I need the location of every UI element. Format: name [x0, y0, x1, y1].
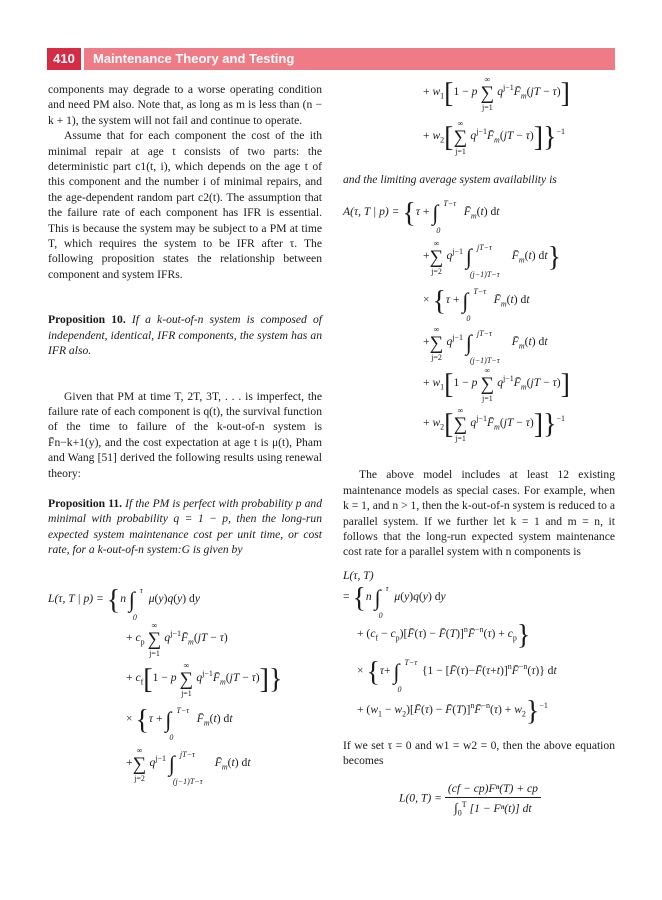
page-number: 410	[47, 48, 81, 70]
paragraph-4: The above model includes at least 12 existing maintenance models as special cases. For example, when k = 1, and n > 1, then the k-out-of-n system is reduced to a parallel system. If we further let k = 1 and m = n, it follows that the long-run expected system maintenance cost rate for a parallel system with n components is	[343, 468, 615, 559]
eq-L0-numerator: (cf − cp)Fⁿ(T) + cp	[445, 781, 541, 798]
right-column	[343, 76, 615, 825]
left-column	[48, 82, 322, 828]
equation-cost-rate: L(τ, T | p) = {n ∫ τ 0 μ(y)q(y) dy + $c_p$ ∞ ∑ j=1 $q^{j-1}F̄_m(jT - \tau)$ + $c_f[1 - p$ ∞ ∑ j=1 $q^{j-1}F̄_m(jT - \tau)$]} × {τ + ∫ T−τ 0 $F̄_m(t)$ dt + ∞ ∑ j=2 $q^{j-1}$ ∫ jT−τ (j−1)T−τ $F̄_m(t)$ dt	[48, 584, 283, 786]
proposition-10-label: Proposition 10.	[48, 313, 126, 327]
equation-parallel: L(τ, T) = {n ∫ τ 0 μ(y)q(y) dy + ($c_f$ − $c_p)[F̄(\tau)$ − F̄(T)]$^n$F̄$^{-n}$(τ) + $c_p$} × {τ+ ∫ T−τ 0 {1 − [F̄(τ)−F̄(τ+t)]$^n$F̄$^{-n}$(τ)} dt + ($w_1$ − $w_2)[F̄(\tau)$ − F̄(T)]$^n$F̄$^{-n}$(τ) + $w_2\}^{-1}$	[343, 568, 557, 727]
proposition-10	[48, 312, 322, 358]
equation-availability: A(τ, T | p) = {τ + ∫ T−τ 0 $F̄_m(t)$ dt + ∞ ∑ j=2 $q^{j-1}$ ∫ jT−τ (j−1)T−τ $F̄_m(t)$ dt} × {τ + ∫ T−τ 0 $F̄_m(t)$ dt + ∞ ∑ j=2 $q^{j-1}$ ∫ jT−τ (j−1)T−τ $F̄_m(t)$ dt + $w_1[1 - p$ ∞ ∑ j=1 $q^{j-1}F̄_m(jT - \tau)$] + $w_2$[ ∞ ∑ j=1 $q^{j-1}F̄_m(jT - \tau)]\}^{-1}$	[343, 198, 570, 444]
eq-A-lhs: A(τ, T | p) =	[343, 205, 400, 219]
paragraph-5: If we set τ = 0 and w1 = w2 = 0, then the above equation becomes	[343, 738, 615, 768]
eq-L-lhs: L(τ, T | p) =	[48, 591, 104, 605]
equation-L0: L(0, T) = $\frac{\text{(cf − cp)Fⁿ(T) + cp}}{\int_0^T [1 - F^n(t)] dt}$	[343, 775, 615, 825]
proposition-11	[48, 496, 322, 558]
eq-L0-lhs: L(0, T) =	[399, 791, 442, 805]
paragraph-3: Given that PM at time T, 2T, 3T, . . . is imperfect, the failure rate of each component is q(t), the survival function of the time to failure of the k-out-of-n system is F̄n−k+1(y), and the cost expectation at age t is μ(t), Pham and Wang [51] derived the following results using renewal theory:	[48, 389, 322, 480]
proposition-11-label: Proposition 11.	[48, 496, 123, 510]
proposition-11-text: If the PM is perfect with probability p and minimal with probability q = 1 − p, then the long-run expected system maintenance cost per unit time, or cost rate, for a k-out-of-n system:G is given by	[48, 496, 322, 557]
proposition-10-text: If a k-out-of-n system is composed of independent, identical, IFR components, the system has an IFR also.	[48, 313, 322, 358]
equation-cost-rate-continued: + $w_1[1 - p$ ∞ ∑ j=1 $q^{j-1}F̄_m(jT - \tau)$] + $w_2$[ ∞ ∑ j=1 $q^{j-1}F̄_m(jT - \tau)]\}^{-1}$	[423, 75, 570, 156]
eq-L0-denominator: [1 − Fⁿ(t)] dt	[469, 802, 532, 816]
running-title: Maintenance Theory and Testing	[93, 51, 295, 66]
paragraph-1: components may degrade to a worse operating condition and need PM also. Note that, as long as m is less than (n − k + 1), the system will not fail and continue to operate.	[48, 83, 322, 127]
availability-intro: and the limiting average system availability is	[343, 173, 557, 186]
running-header	[47, 48, 615, 70]
eq-L-parallel-lhs: L(τ, T)	[343, 568, 374, 582]
paragraph-2: Assume that for each component the cost of the ith minimal repair at age t consists of two parts: the deterministic part c1(t, i), which depends on the age t of this component and the number i of minimal repairs, and the age-dependent random part c2(t). The assumption that the failure rate of each component has IFR is essential. This is because the system may be subject to a PM at time T, which requires the system to be IFR after τ. The following proposition states the relationship between component and system IFRs.	[48, 129, 322, 281]
